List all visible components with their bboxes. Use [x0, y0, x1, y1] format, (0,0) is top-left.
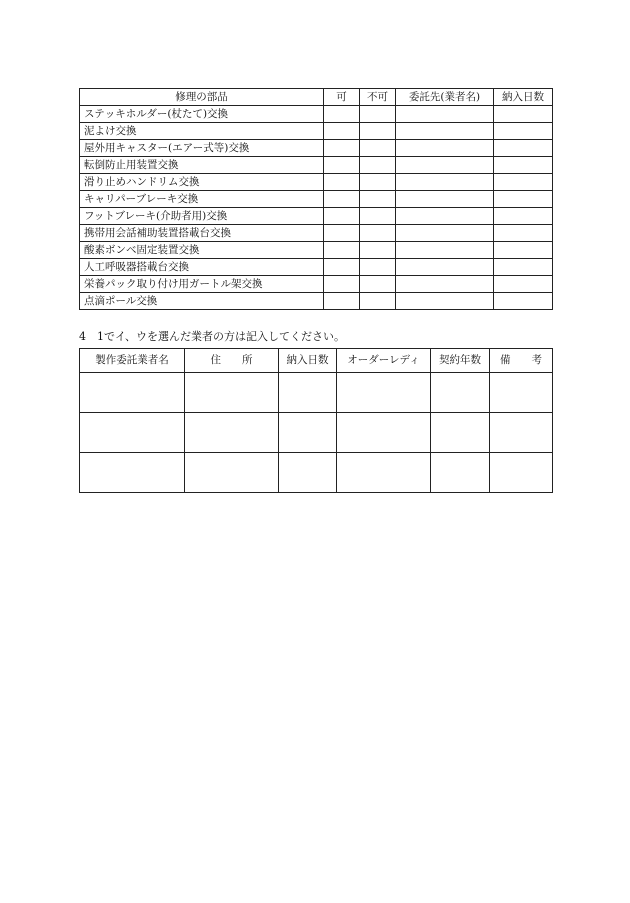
possible-cell[interactable] — [324, 293, 360, 310]
possible-cell[interactable] — [324, 123, 360, 140]
contractor-cell[interactable] — [396, 106, 494, 123]
not-possible-cell[interactable] — [360, 293, 396, 310]
vendor-name-cell[interactable] — [80, 453, 185, 493]
repair-parts-table — [79, 88, 553, 310]
remarks-cell[interactable] — [490, 373, 553, 413]
delivery-days-cell[interactable] — [494, 157, 553, 174]
table-row — [80, 259, 553, 276]
delivery-days-cell[interactable] — [494, 293, 553, 310]
part-name-cell: フットブレーキ(介助者用)交換 — [80, 208, 324, 225]
contract-years-cell[interactable] — [431, 373, 490, 413]
order-ready-cell[interactable] — [337, 373, 431, 413]
part-name-cell: 滑り止めハンドリム交換 — [80, 174, 324, 191]
not-possible-cell[interactable] — [360, 140, 396, 157]
not-possible-cell[interactable] — [360, 174, 396, 191]
header-vendor-delivery-days: 納入日数 — [279, 349, 337, 373]
order-ready-cell[interactable] — [337, 413, 431, 453]
header-remarks: 備 考 — [490, 349, 553, 373]
vendor-delivery-days-cell[interactable] — [279, 413, 337, 453]
header-not-possible: 不可 — [360, 89, 396, 106]
contractor-cell[interactable] — [396, 259, 494, 276]
table-row — [80, 191, 553, 208]
part-name-cell: 泥よけ交換 — [80, 123, 324, 140]
possible-cell[interactable] — [324, 242, 360, 259]
contract-years-cell[interactable] — [431, 453, 490, 493]
repair-table-header-row — [80, 89, 553, 106]
address-cell[interactable] — [185, 413, 279, 453]
part-name-cell: 人工呼吸器搭載台交換 — [80, 259, 324, 276]
contractor-cell[interactable] — [396, 174, 494, 191]
possible-cell[interactable] — [324, 259, 360, 276]
delivery-days-cell[interactable] — [494, 242, 553, 259]
vendor-delivery-days-cell[interactable] — [279, 453, 337, 493]
header-order-ready: オーダーレディ — [337, 349, 431, 373]
part-name-cell: 点滴ポール交換 — [80, 293, 324, 310]
contractor-cell[interactable] — [396, 208, 494, 225]
table-row — [80, 242, 553, 259]
header-part-name: 修理の部品 — [80, 89, 324, 106]
header-contractor: 委託先(業者名) — [396, 89, 494, 106]
delivery-days-cell[interactable] — [494, 191, 553, 208]
part-name-cell: 栄養パック取り付け用ガートル架交換 — [80, 276, 324, 293]
part-name-cell: キャリパーブレーキ交換 — [80, 191, 324, 208]
contractor-cell[interactable] — [396, 123, 494, 140]
delivery-days-cell[interactable] — [494, 140, 553, 157]
contractor-cell[interactable] — [396, 293, 494, 310]
part-name-cell: ステッキホルダー(杖たて)交換 — [80, 106, 324, 123]
not-possible-cell[interactable] — [360, 123, 396, 140]
possible-cell[interactable] — [324, 208, 360, 225]
delivery-days-cell[interactable] — [494, 106, 553, 123]
table-row — [80, 123, 553, 140]
not-possible-cell[interactable] — [360, 157, 396, 174]
table-row — [80, 276, 553, 293]
possible-cell[interactable] — [324, 157, 360, 174]
possible-cell[interactable] — [324, 191, 360, 208]
part-name-cell: 携帯用会話補助装置搭載台交換 — [80, 225, 324, 242]
header-delivery-days: 納入日数 — [494, 89, 553, 106]
contractor-cell[interactable] — [396, 140, 494, 157]
not-possible-cell[interactable] — [360, 225, 396, 242]
possible-cell[interactable] — [324, 174, 360, 191]
contractor-cell[interactable] — [396, 157, 494, 174]
table-row — [80, 140, 553, 157]
header-contract-years: 契約年数 — [431, 349, 490, 373]
contractor-cell[interactable] — [396, 276, 494, 293]
order-ready-cell[interactable] — [337, 453, 431, 493]
part-name-cell: 屋外用キャスター(エアー式等)交換 — [80, 140, 324, 157]
part-name-cell: 転倒防止用装置交換 — [80, 157, 324, 174]
delivery-days-cell[interactable] — [494, 276, 553, 293]
delivery-days-cell[interactable] — [494, 123, 553, 140]
delivery-days-cell[interactable] — [494, 259, 553, 276]
not-possible-cell[interactable] — [360, 191, 396, 208]
not-possible-cell[interactable] — [360, 259, 396, 276]
possible-cell[interactable] — [324, 225, 360, 242]
table-row — [80, 208, 553, 225]
part-name-cell: 酸素ボンベ固定装置交換 — [80, 242, 324, 259]
table-row — [80, 174, 553, 191]
section-instruction: 1でイ、ウを選んだ業者の方は記入してください。 — [97, 330, 346, 343]
vendor-name-cell[interactable] — [80, 373, 185, 413]
contractor-cell[interactable] — [396, 191, 494, 208]
table-row — [80, 106, 553, 123]
delivery-days-cell[interactable] — [494, 208, 553, 225]
table-row — [80, 453, 553, 493]
remarks-cell[interactable] — [490, 453, 553, 493]
contractor-cell[interactable] — [396, 225, 494, 242]
vendor-name-cell[interactable] — [80, 413, 185, 453]
possible-cell[interactable] — [324, 106, 360, 123]
not-possible-cell[interactable] — [360, 208, 396, 225]
address-cell[interactable] — [185, 373, 279, 413]
vendor-table — [79, 348, 553, 493]
section-4-heading — [79, 330, 345, 344]
section-number: 4 — [79, 330, 86, 343]
table-row — [80, 225, 553, 242]
header-possible: 可 — [324, 89, 360, 106]
header-vendor-name: 製作委託業者名 — [80, 349, 185, 373]
vendor-table-header-row — [80, 349, 553, 373]
address-cell[interactable] — [185, 453, 279, 493]
table-row — [80, 293, 553, 310]
contractor-cell[interactable] — [396, 242, 494, 259]
delivery-days-cell[interactable] — [494, 174, 553, 191]
vendor-delivery-days-cell[interactable] — [279, 373, 337, 413]
not-possible-cell[interactable] — [360, 242, 396, 259]
not-possible-cell[interactable] — [360, 276, 396, 293]
possible-cell[interactable] — [324, 140, 360, 157]
table-row — [80, 373, 553, 413]
header-address: 住 所 — [185, 349, 279, 373]
contract-years-cell[interactable] — [431, 413, 490, 453]
delivery-days-cell[interactable] — [494, 225, 553, 242]
table-row — [80, 157, 553, 174]
not-possible-cell[interactable] — [360, 106, 396, 123]
possible-cell[interactable] — [324, 276, 360, 293]
table-row — [80, 413, 553, 453]
remarks-cell[interactable] — [490, 413, 553, 453]
